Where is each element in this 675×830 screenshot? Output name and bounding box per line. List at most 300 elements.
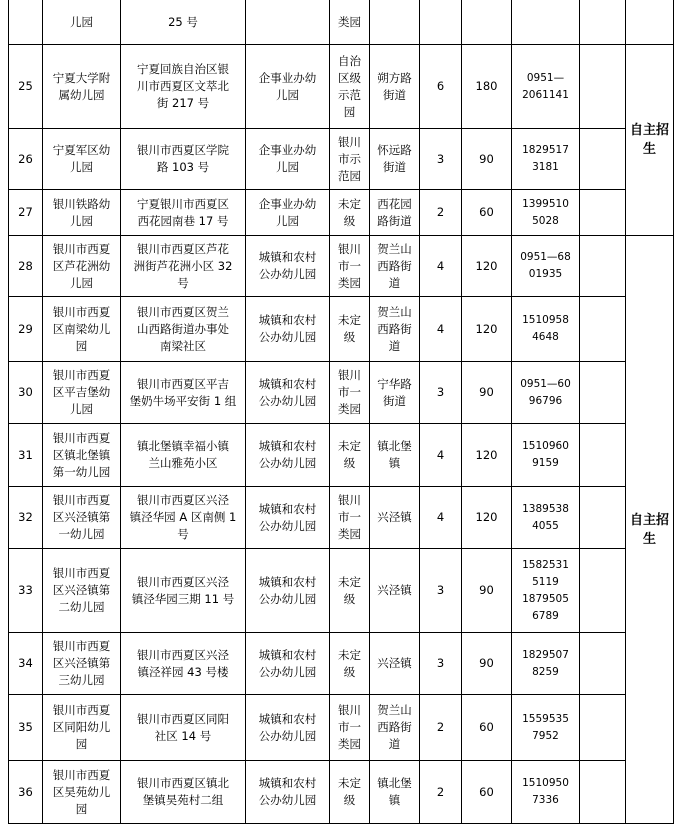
- address-cell-line: 社区 14 号: [154, 728, 212, 743]
- name-cell: [43, 549, 121, 633]
- phone-cell: [512, 0, 580, 45]
- name-cell-line: 银川市西夏: [52, 566, 111, 580]
- address-cell-line: 银川市西夏区学院: [137, 143, 229, 157]
- name-cell-line: 区镇北堡镇: [52, 447, 111, 462]
- street-cell-line: 兴泾镇: [377, 510, 412, 524]
- street-cell-line: 镇: [388, 456, 401, 470]
- address-cell: [121, 424, 246, 487]
- table-row: [9, 761, 674, 824]
- type-cell-line: 儿园: [276, 213, 299, 228]
- note-cell: [626, 0, 674, 45]
- level-cell-line: 市示: [338, 151, 361, 166]
- blank-cell: [580, 487, 626, 549]
- name-cell: [43, 190, 121, 236]
- street-cell: [370, 424, 420, 487]
- address-cell: [121, 45, 246, 129]
- no-cell: [9, 0, 43, 45]
- level-cell: [330, 297, 370, 362]
- note-cell-admission: [626, 45, 674, 236]
- classes-cell: 4: [420, 424, 462, 487]
- name-cell: [43, 362, 121, 424]
- level-cell: [330, 0, 370, 45]
- name-cell-line: 园: [75, 338, 88, 353]
- name-cell: [43, 129, 121, 190]
- blank-cell: [580, 424, 626, 487]
- address-cell-line: 银川市西夏区同阳: [137, 711, 229, 726]
- classes-cell: 3: [420, 129, 462, 190]
- type-cell: [246, 45, 330, 129]
- level-cell-line: 类园: [338, 402, 361, 416]
- name-cell-line: 银川市西夏: [52, 241, 111, 256]
- phone-cell: [512, 549, 580, 633]
- classes-cell: [420, 0, 462, 45]
- type-cell-line: 公办幼儿园: [258, 728, 317, 743]
- address-cell-line: 川市西夏区文萃北: [137, 79, 229, 93]
- type-cell-line: 城镇和农村: [258, 439, 317, 453]
- no-cell: 25: [9, 45, 43, 129]
- phone-cell-line: 0951—: [526, 71, 565, 84]
- type-cell-line: 公办幼儿园: [258, 267, 317, 281]
- no-cell: 34: [9, 633, 43, 695]
- type-cell-line: 城镇和农村: [258, 711, 317, 726]
- type-cell: [246, 236, 330, 297]
- type-cell: [246, 549, 330, 633]
- table-row: [9, 190, 674, 236]
- phone-cell-line: 6789: [532, 609, 559, 622]
- capacity-cell: 60: [462, 761, 512, 824]
- address-cell: [121, 0, 246, 45]
- name-cell-line: 宁夏大学附: [52, 70, 111, 85]
- type-cell-line: 公办幼儿园: [258, 793, 317, 807]
- name-cell-line: 二幼儿园: [58, 600, 105, 614]
- classes-cell: 2: [420, 761, 462, 824]
- address-cell: [121, 761, 246, 824]
- name-cell: [43, 45, 121, 129]
- address-cell-line: 街 217 号: [156, 96, 210, 110]
- phone-cell: [512, 487, 580, 549]
- table-row: [9, 362, 674, 424]
- name-cell-line: 儿园: [70, 402, 93, 416]
- type-cell: [246, 633, 330, 695]
- level-cell-line: 示范: [338, 87, 361, 102]
- classes-cell: 3: [420, 633, 462, 695]
- note-cell-admission-line: 自主招: [629, 512, 669, 528]
- type-cell: [246, 190, 330, 236]
- name-cell-line: 区平吉堡幼: [52, 385, 111, 399]
- phone-cell: [512, 424, 580, 487]
- type-cell-line: 城镇和农村: [258, 250, 317, 264]
- level-cell-line: 未定: [338, 647, 361, 662]
- table-row: [9, 236, 674, 297]
- street-cell-line: 西路街: [377, 321, 412, 336]
- phone-cell-line: 1510950: [522, 777, 569, 789]
- phone-cell: [512, 695, 580, 761]
- name-cell-line: 银川市西夏: [52, 639, 111, 653]
- street-cell-line: 怀远路: [377, 143, 412, 157]
- classes-cell: 6: [420, 45, 462, 129]
- address-cell-line: 镇北堡镇幸福小镇: [137, 439, 229, 453]
- level-cell-line: 类园: [338, 737, 361, 751]
- level-cell-line: 银川: [338, 241, 361, 256]
- blank-cell: [580, 45, 626, 129]
- level-cell: [330, 236, 370, 297]
- kindergarten-table: [8, 0, 674, 824]
- level-cell-line: 银川: [338, 368, 361, 382]
- address-cell-line: 路 103 号: [156, 160, 210, 174]
- capacity-cell: 120: [462, 487, 512, 549]
- street-cell: [370, 362, 420, 424]
- name-cell-line: 银川市西夏: [52, 368, 111, 382]
- blank-cell: [580, 695, 626, 761]
- address-cell: [121, 487, 246, 549]
- level-cell-line: 市一: [338, 258, 361, 273]
- phone-cell-line: 1582531: [522, 558, 569, 571]
- type-cell-line: 企事业办幼: [258, 70, 317, 85]
- level-cell: [330, 487, 370, 549]
- type-cell: [246, 297, 330, 362]
- address-cell: [121, 695, 246, 761]
- blank-cell: [580, 236, 626, 297]
- no-cell: 31: [9, 424, 43, 487]
- phone-cell-line: 7336: [532, 794, 559, 806]
- name-cell-line: 儿园: [70, 275, 93, 290]
- name-cell-line: 三幼儿园: [58, 673, 105, 687]
- level-cell: [330, 129, 370, 190]
- no-cell: 26: [9, 129, 43, 190]
- no-cell: 35: [9, 695, 43, 761]
- address-cell: [121, 236, 246, 297]
- street-cell: [370, 129, 420, 190]
- type-cell-line: 城镇和农村: [258, 647, 317, 662]
- name-cell-line: 银川市西夏: [52, 304, 111, 319]
- table-row: [9, 424, 674, 487]
- type-cell-line: 公办幼儿园: [258, 330, 317, 344]
- capacity-cell: 60: [462, 190, 512, 236]
- name-cell-line: 园: [75, 737, 88, 751]
- type-cell-line: 公办幼儿园: [258, 591, 317, 606]
- street-cell-line: 兴泾镇: [377, 656, 412, 670]
- address-cell-line: 银川市西夏区平吉: [137, 376, 229, 391]
- table-row: [9, 633, 674, 695]
- street-cell-line: 街道: [383, 160, 406, 174]
- street-cell: [370, 45, 420, 129]
- no-cell: 32: [9, 487, 43, 549]
- street-cell-line: 镇北堡: [377, 439, 412, 453]
- phone-cell-line: 4055: [532, 519, 559, 532]
- type-cell-line: 城镇和农村: [258, 776, 317, 790]
- level-cell-line: 银川: [338, 703, 361, 717]
- phone-cell: [512, 236, 580, 297]
- address-cell-line: 镇泾华园 A 区南侧 1: [129, 510, 237, 524]
- phone-cell-line: 1399510: [522, 197, 569, 210]
- phone-cell-line: 3181: [532, 161, 559, 173]
- level-cell-line: 未定: [338, 439, 361, 453]
- address-cell-line: 银川市西夏区兴泾: [137, 647, 229, 662]
- classes-cell: 4: [420, 487, 462, 549]
- name-cell: [43, 487, 121, 549]
- address-cell-line: 银川市西夏区兴泾: [137, 574, 229, 589]
- capacity-cell: 90: [462, 362, 512, 424]
- note-cell-admission-line: 生: [642, 531, 656, 547]
- level-cell-line: 园: [343, 104, 356, 119]
- name-cell-line: 区南梁幼儿: [52, 321, 111, 336]
- phone-cell: [512, 362, 580, 424]
- address-cell-line: 宁夏回族自治区银: [137, 62, 229, 76]
- name-cell: [43, 0, 121, 45]
- name-cell: [43, 236, 121, 297]
- blank-cell: [580, 190, 626, 236]
- name-cell-line: 银川市西夏: [52, 767, 111, 782]
- phone-cell-line: 0951—60: [520, 377, 571, 390]
- type-cell-line: 儿园: [276, 160, 299, 174]
- level-cell-line: 未定: [338, 313, 361, 327]
- street-cell-line: 兴泾镇: [377, 583, 412, 597]
- level-cell: [330, 190, 370, 236]
- street-cell-line: 贺兰山: [377, 304, 412, 319]
- level-cell-line: 市一: [338, 385, 361, 399]
- type-cell: [246, 0, 330, 45]
- capacity-cell: 120: [462, 236, 512, 297]
- name-cell-line: 区昊苑幼儿: [52, 784, 111, 799]
- name-cell: [43, 761, 121, 824]
- street-cell: [370, 695, 420, 761]
- phone-cell: [512, 297, 580, 362]
- street-cell: [370, 549, 420, 633]
- phone-cell-line: 1879505: [522, 592, 569, 605]
- address-cell-line: 洲街芦花洲小区 32: [133, 258, 233, 273]
- level-cell: [330, 761, 370, 824]
- street-cell: [370, 236, 420, 297]
- level-cell-line: 区级: [338, 70, 361, 85]
- type-cell-line: 城镇和农村: [258, 501, 317, 516]
- table-row: [9, 129, 674, 190]
- street-cell-line: 镇北堡: [377, 776, 412, 790]
- capacity-cell: 60: [462, 695, 512, 761]
- level-cell: [330, 695, 370, 761]
- street-cell-line: 道: [388, 275, 401, 290]
- phone-cell-line: 96796: [528, 394, 563, 407]
- street-cell-line: 朔方路: [377, 70, 412, 85]
- type-cell: [246, 761, 330, 824]
- level-cell: [330, 549, 370, 633]
- address-cell-line: 25 号: [168, 14, 198, 29]
- table-row: [9, 45, 674, 129]
- no-cell: 29: [9, 297, 43, 362]
- classes-cell: 2: [420, 695, 462, 761]
- type-cell-line: 城镇和农村: [258, 376, 317, 391]
- address-cell: [121, 633, 246, 695]
- level-cell-line: 银川: [338, 134, 361, 149]
- phone-cell-line: 4648: [532, 331, 559, 343]
- blank-cell: [580, 0, 626, 45]
- name-cell-line: 区兴泾镇第: [52, 510, 111, 524]
- blank-cell: [580, 761, 626, 824]
- address-cell-line: 堡奶牛场平安街 1 组: [129, 393, 237, 408]
- classes-cell: 2: [420, 190, 462, 236]
- street-cell-line: 宁华路: [377, 376, 412, 391]
- phone-cell-line: 01935: [528, 268, 563, 280]
- table-row: [9, 0, 674, 45]
- phone-cell-line: 0951—68: [520, 251, 571, 263]
- type-cell: [246, 362, 330, 424]
- phone-cell: [512, 633, 580, 695]
- street-cell: [370, 761, 420, 824]
- address-cell-line: 银川市西夏区镇北: [137, 776, 229, 790]
- address-cell: [121, 129, 246, 190]
- phone-cell-line: 1829517: [522, 144, 569, 156]
- address-cell-line: 兰山雅苑小区: [148, 456, 218, 470]
- classes-cell: 4: [420, 297, 462, 362]
- level-cell-line: 级: [343, 591, 356, 606]
- capacity-cell: 90: [462, 129, 512, 190]
- name-cell-line: 第一幼儿园: [52, 464, 111, 479]
- phone-cell: [512, 129, 580, 190]
- phone-cell-line: 8259: [532, 665, 559, 678]
- note-cell-admission: [626, 236, 674, 824]
- name-cell-line: 银川市西夏: [52, 430, 111, 445]
- no-cell: 36: [9, 761, 43, 824]
- phone-cell-line: 1389538: [522, 502, 569, 515]
- street-cell: [370, 190, 420, 236]
- address-cell-line: 银川市西夏区兴泾: [137, 493, 229, 507]
- capacity-cell: [462, 0, 512, 45]
- classes-cell: 3: [420, 362, 462, 424]
- capacity-cell: 180: [462, 45, 512, 129]
- address-cell-line: 山西路街道办事处: [137, 321, 229, 336]
- name-cell-line: 区同阳幼儿: [52, 720, 111, 734]
- street-cell-line: 西路街: [377, 258, 412, 273]
- type-cell-line: 公办幼儿园: [258, 518, 317, 533]
- level-cell-line: 类园: [338, 527, 361, 541]
- type-cell-line: 城镇和农村: [258, 313, 317, 327]
- phone-cell-line: 1829507: [522, 648, 569, 661]
- no-cell: 27: [9, 190, 43, 236]
- phone-cell-line: 9159: [532, 457, 559, 469]
- street-cell-line: 贺兰山: [377, 241, 412, 256]
- level-cell-line: 未定: [338, 574, 361, 589]
- type-cell: [246, 424, 330, 487]
- type-cell-line: 企事业办幼: [258, 196, 317, 211]
- phone-cell: [512, 190, 580, 236]
- name-cell: [43, 633, 121, 695]
- level-cell-line: 自治: [338, 53, 361, 68]
- level-cell-line: 范园: [338, 168, 361, 183]
- name-cell-line: 区芦花洲幼: [52, 258, 111, 273]
- phone-cell-line: 7952: [532, 729, 559, 742]
- level-cell-line: 未定: [338, 776, 361, 790]
- address-cell-line: 堡镇昊苑村二组: [142, 793, 224, 807]
- type-cell: [246, 695, 330, 761]
- phone-cell-line: 1510958: [522, 314, 569, 326]
- table-body: [9, 0, 674, 824]
- capacity-cell: 90: [462, 633, 512, 695]
- phone-cell-line: 5119: [532, 575, 559, 588]
- level-cell-line: 未定: [338, 196, 361, 211]
- name-cell-line: 一幼儿园: [58, 527, 105, 541]
- address-cell-line: 银川市西夏区芦花: [137, 241, 229, 256]
- type-cell-line: 公办幼儿园: [258, 393, 317, 408]
- level-cell-line: 类园: [338, 14, 361, 29]
- name-cell-line: 园: [75, 801, 88, 816]
- phone-cell: [512, 45, 580, 129]
- blank-cell: [580, 549, 626, 633]
- street-cell-line: 镇: [388, 793, 401, 807]
- level-cell-line: 级: [343, 793, 356, 807]
- name-cell-line: 儿园: [70, 213, 93, 228]
- phone-cell-line: 1559535: [522, 712, 569, 725]
- level-cell-line: 级: [343, 213, 356, 228]
- name-cell-line: 儿园: [70, 14, 93, 29]
- type-cell: [246, 487, 330, 549]
- name-cell-line: 区兴泾镇第: [52, 583, 111, 597]
- level-cell: [330, 45, 370, 129]
- note-cell-admission-line: 自主招: [629, 123, 669, 138]
- street-cell-line: 道: [388, 338, 401, 353]
- level-cell-line: 银川: [338, 493, 361, 507]
- name-cell: [43, 695, 121, 761]
- level-cell-line: 市一: [338, 510, 361, 524]
- table-row: [9, 297, 674, 362]
- name-cell: [43, 297, 121, 362]
- no-cell: 28: [9, 236, 43, 297]
- phone-cell-line: 1510960: [522, 440, 569, 452]
- blank-cell: [580, 297, 626, 362]
- street-cell-line: 西花园: [377, 196, 412, 211]
- blank-cell: [580, 633, 626, 695]
- address-cell: [121, 297, 246, 362]
- type-cell-line: 城镇和农村: [258, 574, 317, 589]
- level-cell: [330, 633, 370, 695]
- type-cell-line: 企事业办幼: [258, 143, 317, 157]
- street-cell-line: 西路街: [377, 720, 412, 734]
- name-cell-line: 银川铁路幼: [52, 196, 111, 211]
- street-cell: [370, 297, 420, 362]
- type-cell: [246, 129, 330, 190]
- street-cell-line: 道: [388, 737, 401, 751]
- street-cell: [370, 0, 420, 45]
- phone-cell-line: 5028: [532, 214, 559, 227]
- phone-cell: [512, 761, 580, 824]
- type-cell-line: 公办幼儿园: [258, 456, 317, 470]
- name-cell: [43, 424, 121, 487]
- street-cell-line: 街道: [383, 87, 406, 102]
- classes-cell: 4: [420, 236, 462, 297]
- note-cell-admission-line: 生: [642, 142, 656, 157]
- street-cell: [370, 487, 420, 549]
- address-cell-line: 镇泾华园三期 11 号: [131, 591, 235, 606]
- capacity-cell: 90: [462, 549, 512, 633]
- type-cell-line: 儿园: [276, 87, 299, 102]
- address-cell-line: 号: [177, 527, 189, 541]
- level-cell-line: 类园: [338, 275, 361, 290]
- name-cell-line: 宁夏军区幼: [52, 143, 111, 157]
- address-cell: [121, 549, 246, 633]
- level-cell-line: 级: [343, 456, 356, 470]
- address-cell: [121, 362, 246, 424]
- capacity-cell: 120: [462, 424, 512, 487]
- table-row: [9, 695, 674, 761]
- capacity-cell: 120: [462, 297, 512, 362]
- type-cell-line: 公办幼儿园: [258, 664, 317, 679]
- no-cell: 33: [9, 549, 43, 633]
- address-cell-line: 号: [177, 275, 189, 290]
- classes-cell: 3: [420, 549, 462, 633]
- blank-cell: [580, 362, 626, 424]
- name-cell-line: 儿园: [70, 160, 93, 174]
- level-cell-line: 级: [343, 330, 356, 344]
- address-cell: [121, 190, 246, 236]
- phone-cell-line: 2061141: [522, 88, 569, 101]
